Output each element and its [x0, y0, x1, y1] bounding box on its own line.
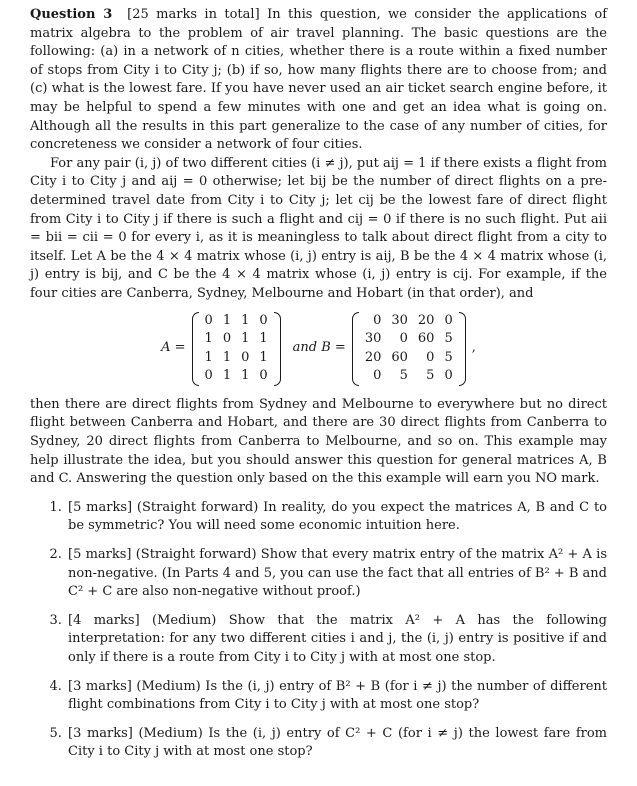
matrix-b-table	[360, 312, 458, 386]
question-intro-text: In this question, we consider the applications of matrix algebra to the problem of air travel planning. The basic questions are the following: (a) in a network of n cities, whether there is a route within a fixed number of stops from City i to City j; (b) if so, how many flights there are to choose from; and (c) what is the lowest fare. If you have never used an air ticket search engine before, it may be helpful to spend a few minutes with one and get an idea what is going on. Although all the results in this part generalize to the case of any number of cities, for concreteness we consider a network of four cities.	[30, 7, 608, 153]
matrix-row	[200, 330, 273, 349]
question-title: Question 3	[30, 7, 113, 22]
matrix-row	[200, 349, 273, 368]
example-explanation: then there are direct flights from Sydney and Melbourne to everywhere but no direct flight between Canberra and Hobart, and there are 30 direct flights from Canberra to Sydney, 20 direct flights from Canberra to Melbourne, and so on. This example may help illustrate the idea, but you should answer this question for general matrices A, B and C. Answering the question only based on the this example will earn you NO mark.	[30, 396, 607, 487]
matrix-b	[352, 312, 466, 386]
matrix-a	[192, 312, 281, 386]
matrix-comma: ,	[471, 340, 476, 356]
matrix-cell: 0	[373, 368, 382, 384]
matrix-cell: 0	[426, 349, 435, 365]
matrix-cell: 5	[444, 331, 453, 347]
matrix-a-table	[200, 312, 273, 386]
question-part-item: 4. [3 marks] (Medium) Is the (i, j) entry of B² + B (for i ≠ j) the number of different flight combinations from City i to City j with at most one stop?	[66, 678, 607, 715]
matrix-a-label: A =	[161, 340, 186, 356]
matrix-cell: 0	[204, 312, 213, 328]
question-parts-list	[30, 499, 607, 762]
matrix-cell: 60	[391, 349, 408, 365]
matrix-row	[360, 367, 458, 386]
matrix-cell: 1	[204, 349, 213, 365]
matrix-cell: 1	[222, 349, 232, 365]
matrix-cell: 1	[241, 368, 250, 384]
matrix-row	[200, 312, 273, 331]
question-marks: [25 marks in total]	[127, 7, 260, 22]
matrix-cell: 5	[444, 349, 453, 365]
definitions-paragraph: For any pair (i, j) of two different cities (i ≠ j), put aij = 1 if there exists a flight from City i to City j and aij = 0 otherwise; let bij be the number of direct flights on a pre-determined travel date from City i to City j; let cij be the lowest fare of direct flight from City i to City j if there is such a flight and cij = 0 if there is no such flight. Put aii = bii = cii = 0 for every i, as it is meaningless to talk about direct flight from a city to itself. Let A be the 4 × 4 matrix whose (i, j) entry is aij, B be the 4 × 4 matrix whose (i, j) entry is bij, and C be the 4 × 4 matrix whose (i, j) entry is cij. For example, if the four cities are Canberra, Sydney, Melbourne and Hobart (in that order), and	[30, 155, 607, 301]
matrix-cell: 1	[204, 331, 213, 347]
matrix-cell: 1	[241, 331, 250, 347]
matrix-cell: 0	[204, 368, 213, 384]
matrix-cell: 0	[259, 368, 268, 384]
matrix-cell: 1	[222, 368, 232, 384]
matrix-cell: 1	[259, 331, 268, 347]
matrix-row	[200, 367, 273, 386]
matrix-cell: 0	[373, 312, 382, 328]
matrix-row	[360, 349, 458, 368]
matrix-cell: 0	[241, 349, 250, 365]
matrix-cell: 0	[259, 312, 268, 328]
matrix-cell: 0	[399, 331, 408, 347]
question-part-item: 3. [4 marks] (Medium) Show that the matrix A² + A has the following interpretation: for any two different cities i and j, the (i, j) entry is positive if and only if there is a route from City i to City j with at most one stop.	[66, 612, 607, 668]
matrix-cell: 1	[222, 312, 232, 328]
matrix-cell: 5	[399, 368, 408, 384]
matrix-cell: 1	[241, 312, 250, 328]
matrix-b-label: and B =	[292, 340, 346, 356]
matrix-cell: 0	[444, 312, 453, 328]
matrix-row	[360, 312, 458, 331]
matrix-cell: 20	[417, 312, 435, 328]
example-matrices	[30, 312, 607, 386]
matrix-cell: 0	[444, 368, 453, 384]
matrix-cell: 0	[222, 331, 232, 347]
matrix-row	[360, 330, 458, 349]
matrix-cell: 60	[417, 331, 435, 347]
matrix-cell: 1	[259, 349, 268, 365]
question-part-item: 5. [3 marks] (Medium) Is the (i, j) entry of C² + C (for i ≠ j) the lowest fare from City i to City j with at most one stop?	[66, 725, 607, 762]
matrix-cell: 20	[364, 349, 382, 365]
matrix-cell: 30	[391, 312, 408, 328]
question-part-item: 1. [5 marks] (Straight forward) In reality, do you expect the matrices A, B and C to be symmetric? You will need some economic intuition here.	[66, 499, 607, 536]
question-part-item: 2. [5 marks] (Straight forward) Show that every matrix entry of the matrix A² + A is non-negative. (In Parts 4 and 5, you can use the fact that all entries of B² + B and C² + C are also non-negative without proof.)	[66, 546, 607, 602]
question-intro	[30, 6, 607, 155]
matrix-cell: 5	[426, 368, 435, 384]
matrix-cell: 30	[364, 331, 382, 347]
